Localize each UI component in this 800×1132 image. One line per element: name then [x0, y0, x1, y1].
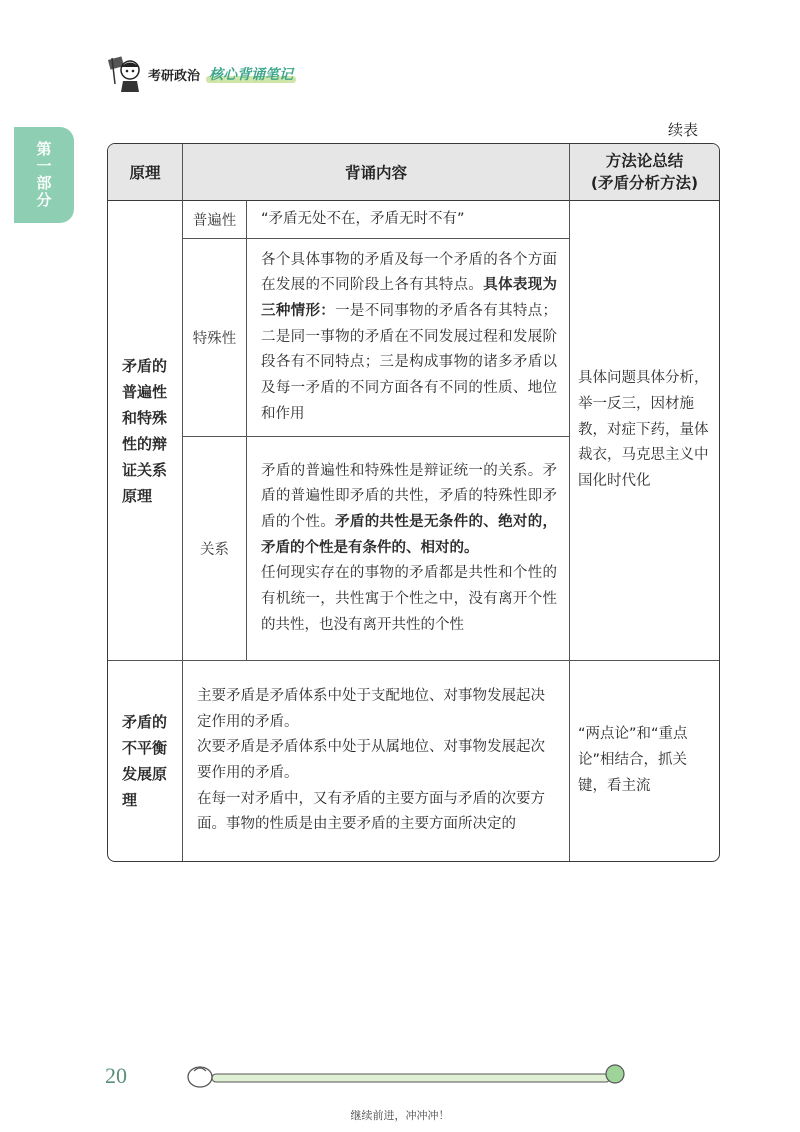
part-tab-label: 第 一 部 分	[36, 140, 52, 209]
part-tab	[14, 127, 74, 223]
principle-name: 矛盾的 普遍性 和特殊 性的辩 证关系 原理	[108, 201, 183, 661]
content-text: 各个具体事物的矛盾及每一个矛盾的各个方面在发展的不同阶段上各有其特点。具体表现为三种情形：一是不同事物的矛盾各有其特点；二是同一事物的矛盾在不同发展过程和发展阶段各有不同特点；三是构成事物的诸多矛盾以及每一矛盾的不同方面各有不同的性质、地位和作用	[247, 239, 570, 437]
brand-title: 考研政治	[148, 68, 201, 84]
header-method: 方法论总结 (矛盾分析方法)	[570, 144, 719, 201]
brand-subtitle: 核心背诵笔记	[206, 64, 296, 84]
table-header-row	[108, 144, 719, 201]
sub-label: 关系	[183, 437, 247, 661]
sub-label: 特殊性	[183, 239, 247, 437]
notes-table	[107, 143, 720, 862]
continued-label: 续表	[667, 121, 698, 139]
footer-slogan: 继续前进，冲冲冲！	[350, 1109, 450, 1122]
mascot-icon	[106, 54, 146, 94]
ball-icon	[606, 1065, 624, 1083]
header-principle: 原理	[108, 144, 183, 201]
table-row	[108, 201, 719, 239]
table-row	[108, 661, 719, 861]
principle-name: 矛盾的 不平衡 发展原 理	[108, 661, 183, 861]
progress-decoration	[186, 1061, 626, 1091]
page-header	[106, 54, 296, 94]
header-content: 背诵内容	[183, 144, 570, 201]
content-text: “矛盾无处不在，矛盾无时不有”	[247, 201, 570, 239]
sub-label: 普遍性	[183, 201, 247, 239]
content-text: 主要矛盾是矛盾体系中处于支配地位、对事物发展起决定作用的矛盾。 次要矛盾是矛盾体系中处于从属地位、对事物发展起次要作用的矛盾。 在每一对矛盾中，又有矛盾的主要方面与矛盾的次要方面。事物的性质是由主要矛盾的主要方面所决定的	[183, 661, 570, 861]
page-number: 20	[105, 1063, 127, 1088]
content-text: 矛盾的普遍性和特殊性是辩证统一的关系。矛盾的普遍性即矛盾的共性，矛盾的特殊性即矛盾的个性。矛盾的共性是无条件的、绝对的，矛盾的个性是有条件的、相对的。 任何现实存在的事物的矛盾都是共性和个性的有机统一，共性寓于个性之中，没有离开个性的共性，也没有离开共性的个性	[247, 437, 570, 661]
method-text: “两点论”和“重点论”相结合，抓关键，看主流	[578, 726, 688, 794]
method-text: 具体问题具体分析，举一反三，因材施教，对症下药，量体裁衣，马克思主义中国化时代化	[570, 201, 719, 661]
bun-icon	[188, 1067, 212, 1087]
